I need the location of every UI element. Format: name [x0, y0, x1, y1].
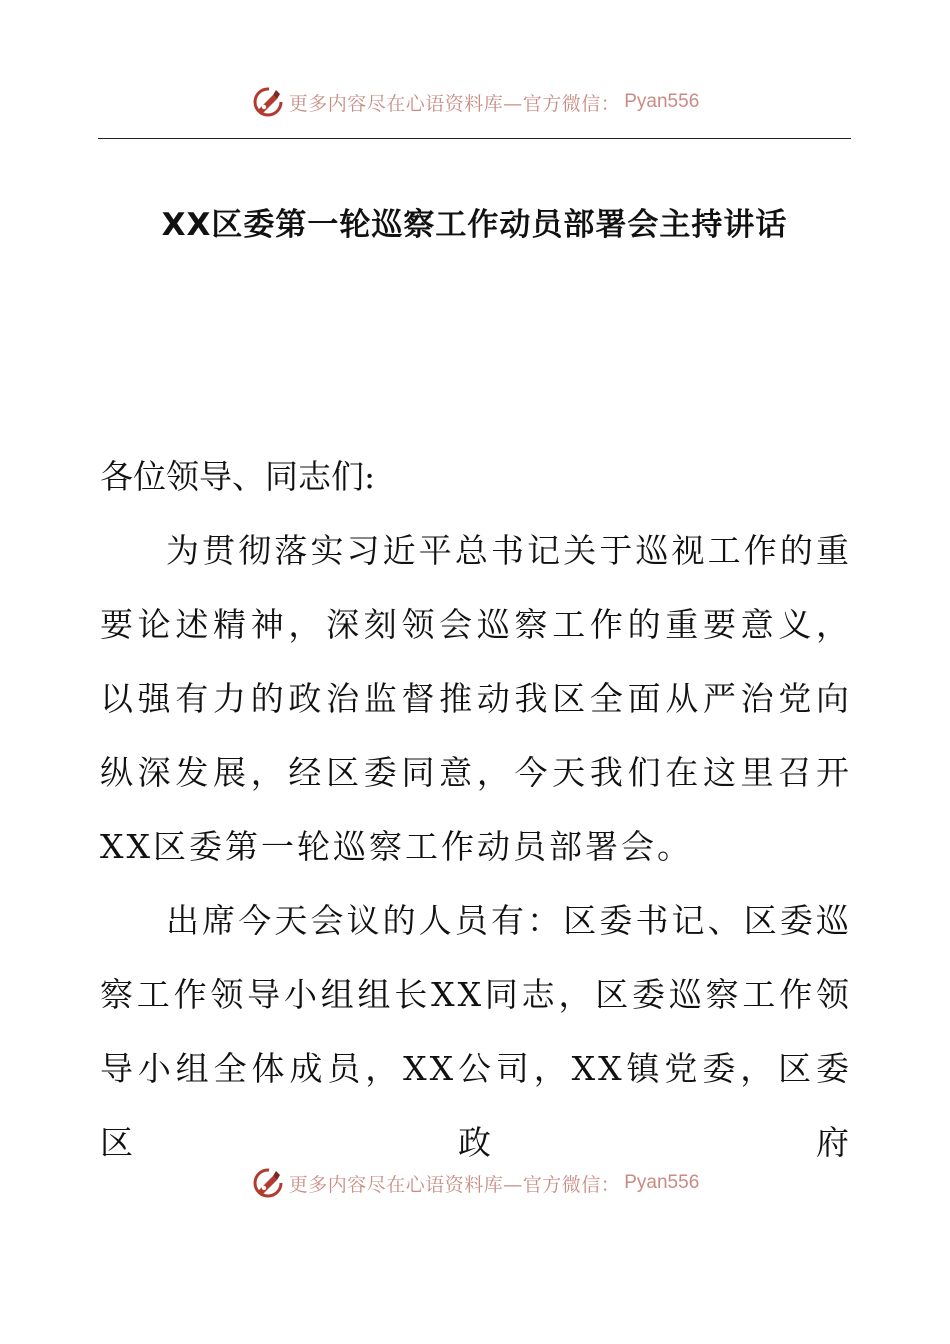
header-divider [98, 138, 851, 139]
header-brand-text: 更多内容尽在心语资料库—官方微信： [288, 92, 621, 115]
pen-swirl-logo-icon [251, 1166, 285, 1200]
paragraph-2: 出席今天会议的人员有：区委书记、区委巡察工作领导小组组长XX同志，区委巡察工作领导小组全体成员，XX公司，XX镇党委，区委区政府 [100, 901, 852, 1162]
footer-brand-text: 更多内容尽在心语资料库—官方微信： [288, 1173, 621, 1196]
document-title: XX区委第一轮巡察工作动员部署会主持讲话 [161, 207, 788, 243]
page-header [0, 82, 950, 122]
document-body [100, 440, 852, 1180]
footer-brand-id: Pyan556 [624, 1172, 700, 1193]
header-brand [251, 85, 700, 119]
salutation: 各位领导、同志们: [100, 457, 376, 496]
footer-brand [251, 1166, 700, 1200]
header-brand-id: Pyan556 [624, 91, 700, 112]
page-footer [0, 1163, 950, 1203]
paragraph-1: 为贯彻落实习近平总书记关于巡视工作的重要论述精神，深刻领会巡察工作的重要意义，以强有力的政治监督推动我区全面从严治党向纵深发展，经区委同意，今天我们在这里召开XX区委第一轮巡察工作动员部署会。 [100, 531, 852, 866]
pen-swirl-logo-icon [251, 85, 285, 119]
